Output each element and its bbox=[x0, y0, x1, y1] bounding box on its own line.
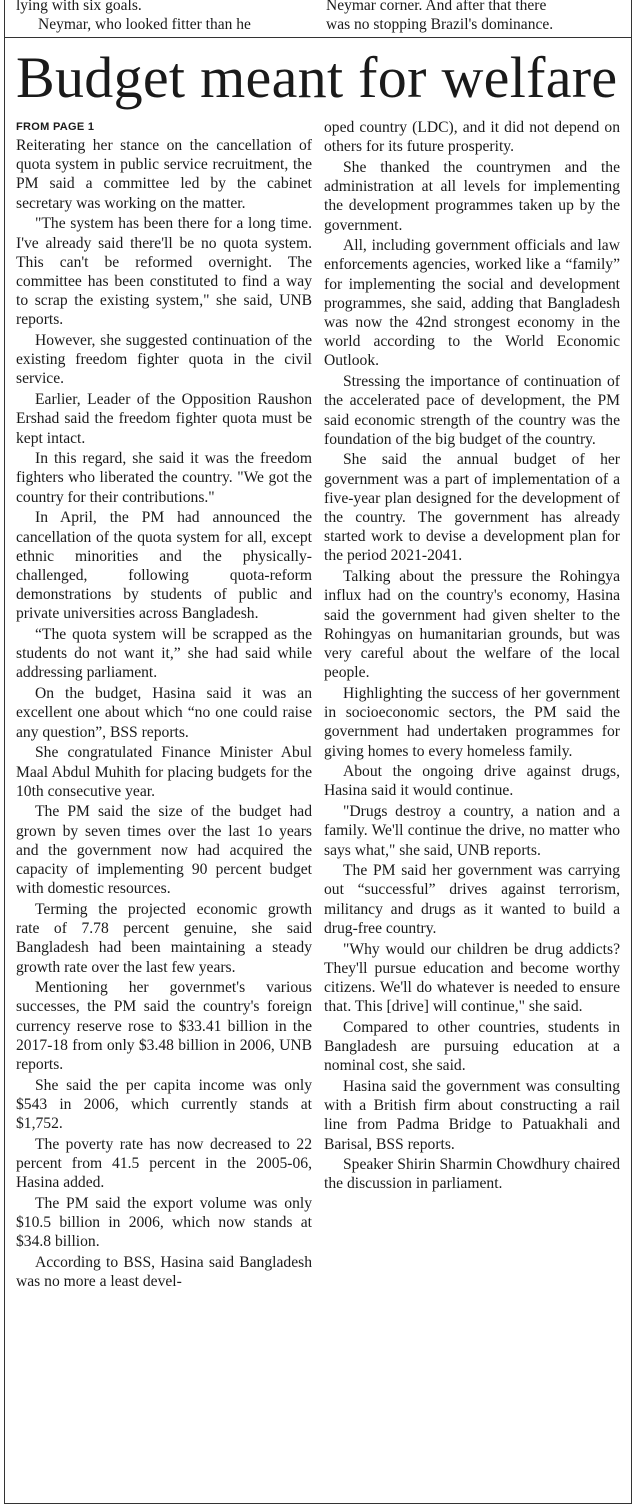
article-left-column bbox=[16, 118, 312, 1293]
article-paragraph: oped country (LDC), and it did not depend on others for its future prosperity. bbox=[324, 119, 620, 156]
article-paragraph: Reiterating her stance on the cancellation of quota system in public service recruitment, the PM said a committee led by the cabinet secretary was working on the matter. bbox=[16, 137, 312, 212]
previous-article-line: Neymar, who looked fitter than he bbox=[38, 16, 251, 33]
article-paragraph: Stressing the importance of continuation of the accelerated pace of development, the PM said economic strength of the country was the foundation of the big budget of the country. bbox=[324, 373, 620, 448]
article-paragraph: She congratulated Finance Minister Abul Maal Abdul Muhith for placing budgets for the 10th consecutive year. bbox=[16, 744, 312, 800]
article-paragraph: The PM said her government was carrying out “successful” drives against terrorism, militancy and drugs as it wanted to build a drug-free country. bbox=[324, 862, 620, 937]
article-body bbox=[16, 118, 620, 1293]
article-paragraph: Mentioning her governmet's various successes, the PM said the country's foreign currency reserve rose to $33.41 billion in the 2017-18 from only $3.48 billion in 2006, UNB reports. bbox=[16, 979, 312, 1074]
previous-article-left-column bbox=[16, 0, 308, 34]
article-paragraph: According to BSS, Hasina said Bangladesh was no more a least devel- bbox=[16, 1254, 312, 1291]
article-paragraph: The poverty rate has now decreased to 22 percent from 41.5 percent in the 2005-06, Hasina added. bbox=[16, 1135, 312, 1192]
article-paragraph: "Drugs destroy a country, a nation and a family. We'll continue the drive, no matter who says what," she said, UNB reports. bbox=[324, 803, 620, 859]
dateline: FROM PAGE 1 bbox=[16, 121, 95, 133]
article-paragraph: In this regard, she said it was the freedom fighters who liberated the country. "We got the country for their contributions." bbox=[16, 450, 312, 506]
article-paragraph: "Why would our children be drug addicts? They'll pursue education and become worthy citizens. We'll do whatever is needed to ensure that. This [drive] will continue," she said. bbox=[324, 940, 620, 1016]
article-paragraph: In April, the PM had announced the cancellation of the quota system for all, except ethnic minorities and the physically-challenged, following quota-reform demonstrations by students of public and private universities across Bangladesh. bbox=[16, 509, 312, 623]
article-headline: Budget meant for welfare bbox=[16, 45, 618, 110]
article-paragraph: The PM said the size of the budget had grown by seven times over the last 1o years and the government now had acquired the capacity of implementing 90 percent budget with domestic resources. bbox=[16, 803, 312, 898]
article-right-column bbox=[324, 118, 620, 1293]
previous-article-line: was no stopping Brazil's dominance. bbox=[326, 16, 554, 33]
article-paragraph: Highlighting the success of her government in socioeconomic sectors, the PM said the government had undertaken programmes for giving homes to every homeless family. bbox=[324, 684, 620, 760]
article-paragraph: About the ongoing drive against drugs, Hasina said it would continue. bbox=[324, 763, 620, 800]
article-paragraph: Hasina said the government was consulting with a British firm about constructing a rail line from Padma Bridge to Patuakhali and Barisal, BSS reports. bbox=[324, 1077, 620, 1153]
article-paragraph: Speaker Shirin Sharmin Chowdhury chaired the discussion in parliament. bbox=[324, 1156, 620, 1193]
article-paragraph: Compared to other countries, students in Bangladesh are pursuing education at a nominal cost, she said. bbox=[324, 1018, 620, 1075]
article-paragraph: The PM said the export volume was only $10.5 billion in 2006, which now stands at $34.8 billion. bbox=[16, 1194, 312, 1251]
article-paragraph: She said the annual budget of her government was a part of implementation of a five-year plan designed for the development of the country. The government has already started work to devise a development plan for the period 2021-2041. bbox=[324, 451, 620, 565]
article-paragraph: She said the per capita income was only $543 in 2006, which currently stands at $1,752. bbox=[16, 1076, 312, 1133]
section-divider bbox=[4, 37, 632, 38]
article-paragraph: “The quota system will be scrapped as the students do not want it,” she had said while addressing parliament. bbox=[16, 626, 312, 682]
previous-article-line: lying with six goals. bbox=[16, 0, 142, 14]
article-paragraph: Talking about the pressure the Rohingya influx had on the country's economy, Hasina said the government had given shelter to the Rohingyas on humanitarian grounds, but was very careful about the welfare of the local people. bbox=[324, 568, 620, 682]
article-paragraph: "The system has been there for a long time. I've already said there'll be no quota system. This can't be reformed overnight. The committee has been constituted to find a way to scrap the existing system," she said, UNB reports. bbox=[16, 215, 312, 329]
article-paragraph: However, she suggested continuation of the existing freedom fighter quota in the civil service. bbox=[16, 332, 312, 388]
previous-article-right-column bbox=[326, 0, 618, 34]
previous-article-continuation bbox=[16, 0, 622, 36]
article-paragraph: All, including government officials and law enforcements agencies, worked like a “family” for implementing the social and development programmes, she said, adding that Bangladesh was now the 42nd strongest economy in the world according to the World Economic Outlook. bbox=[324, 237, 620, 370]
previous-article-line: Neymar corner. And after that there bbox=[326, 0, 547, 14]
article-paragraph: On the budget, Hasina said it was an excellent one about which “no one could raise any question”, BSS reports. bbox=[16, 685, 312, 741]
article-paragraph: Terming the projected economic growth rate of 7.78 percent genuine, she said Bangladesh had been maintaining a steady growth rate over the last few years. bbox=[16, 900, 312, 976]
article-paragraph: Earlier, Leader of the Opposition Raushon Ershad said the freedom fighter quota must be kept intact. bbox=[16, 391, 312, 447]
article-paragraph: She thanked the countrymen and the administration at all levels for implementing the development programmes taken up by the government. bbox=[324, 158, 620, 234]
